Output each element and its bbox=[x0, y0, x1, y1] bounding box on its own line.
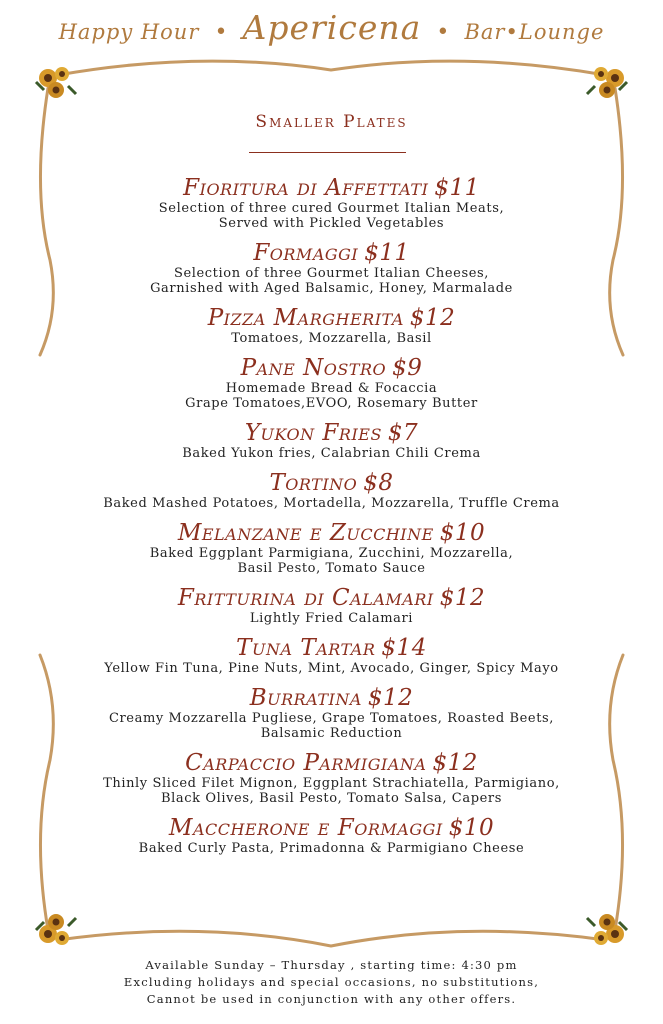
menu-item-price: $10 bbox=[448, 815, 495, 841]
menu-item-name: Melanzane e Zucchine bbox=[177, 520, 434, 546]
sunflower-bouquet-icon bbox=[587, 914, 627, 945]
menu-item-title bbox=[40, 421, 623, 446]
menu-item-description: Black Olives, Basil Pesto, Tomato Salsa, Capers bbox=[160, 791, 502, 806]
frame-top-border bbox=[58, 61, 605, 75]
menu-item bbox=[40, 586, 623, 626]
menu-item-price: $12 bbox=[432, 750, 478, 776]
menu-item-description: Yellow Fin Tuna, Pine Nuts, Mint, Avocado, Ginger, Spicy Mayo bbox=[104, 661, 559, 676]
menu-item bbox=[40, 816, 623, 856]
menu-item-title bbox=[40, 816, 623, 841]
menu-item-name: Pane Nostro bbox=[240, 355, 387, 381]
menu-item bbox=[40, 421, 623, 461]
menu-item-title bbox=[40, 521, 623, 546]
menu-item-description: Garnished with Aged Balsamic, Honey, Marmalade bbox=[150, 281, 513, 296]
menu-item-title bbox=[40, 636, 623, 661]
menu-item-price: $8 bbox=[363, 470, 394, 496]
menu-item bbox=[40, 356, 623, 411]
frame-bottom-border bbox=[58, 931, 605, 946]
menu-item-name: Tortino bbox=[269, 470, 358, 496]
section-divider bbox=[249, 152, 406, 153]
menu-item-name: Fioritura di Affettati bbox=[183, 175, 429, 201]
menu-item bbox=[40, 306, 623, 346]
menu-item-name: Fritturina di Calamari bbox=[177, 585, 434, 611]
header-happy-hour: Happy Hour bbox=[58, 20, 200, 44]
menu-item-price: $10 bbox=[439, 520, 486, 546]
footer-line: Cannot be used in conjunction with any other offers. bbox=[146, 992, 517, 1006]
menu-item-name: Carpaccio Parmigiana bbox=[185, 750, 427, 776]
header-separator: • bbox=[436, 20, 450, 45]
menu-item-description: Baked Curly Pasta, Primadonna & Parmigiano Cheese bbox=[138, 841, 525, 856]
menu-item bbox=[40, 636, 623, 676]
menu-item-price: $9 bbox=[392, 355, 423, 381]
menu-item-description: Balsamic Reduction bbox=[260, 726, 403, 741]
header-separator: • bbox=[214, 20, 228, 45]
header-lounge: Lounge bbox=[518, 20, 605, 44]
menu-item-name: Pizza Margherita bbox=[207, 305, 404, 331]
menu-item-description: Selection of three Gourmet Italian Cheeses, bbox=[173, 266, 490, 281]
menu-item-price: $11 bbox=[364, 240, 410, 266]
menu-item-title bbox=[40, 471, 623, 496]
menu-item-description: Baked Yukon fries, Calabrian Chili Crema bbox=[182, 446, 481, 461]
menu-item-name: Formaggi bbox=[253, 240, 359, 266]
menu-item-name: Maccherone e Formaggi bbox=[168, 815, 443, 841]
menu-item-name: Tuna Tartar bbox=[236, 635, 376, 661]
menu-item bbox=[40, 521, 623, 576]
footer-line: Excluding holidays and special occasions, no substitutions, bbox=[123, 975, 540, 989]
header-bar: Bar bbox=[464, 20, 506, 44]
menu-item bbox=[40, 471, 623, 511]
menu-item-price: $12 bbox=[439, 585, 486, 611]
menu-item bbox=[40, 241, 623, 296]
menu-item-title bbox=[40, 176, 623, 201]
menu-item-title bbox=[40, 356, 623, 381]
footer-line: Available Sunday – Thursday , starting time: 4:30 pm bbox=[145, 958, 518, 972]
menu-item bbox=[40, 751, 623, 806]
menu-item-title bbox=[40, 586, 623, 611]
menu-item-title bbox=[40, 751, 623, 776]
menu-item-title bbox=[40, 686, 623, 711]
menu-item-description: Served with Pickled Vegetables bbox=[218, 216, 445, 231]
menu-item-price: $12 bbox=[367, 685, 414, 711]
menu-item-description: Baked Mashed Potatoes, Mortadella, Mozzarella, Truffle Crema bbox=[103, 496, 560, 511]
menu-item-name: Burratina bbox=[249, 685, 362, 711]
menu-item-description: Grape Tomatoes,EVOO, Rosemary Butter bbox=[185, 396, 478, 411]
menu-item-description: Basil Pesto, Tomato Sauce bbox=[237, 561, 426, 576]
section-title: Smaller Plates bbox=[255, 112, 408, 132]
menu-item-price: $11 bbox=[434, 175, 480, 201]
menu-item-description: Selection of three cured Gourmet Italian Meats, bbox=[158, 201, 505, 216]
header-apericena: Apericena bbox=[242, 8, 422, 47]
menu-item-title bbox=[40, 306, 623, 331]
header-separator: • bbox=[505, 20, 519, 44]
menu-items-list bbox=[40, 176, 623, 866]
menu-item-price: $14 bbox=[381, 635, 427, 661]
menu-item-description: Tomatoes, Mozzarella, Basil bbox=[231, 331, 432, 346]
menu-item-description: Homemade Bread & Focaccia bbox=[225, 381, 438, 396]
menu-item-description: Creamy Mozzarella Pugliese, Grape Tomatoes, Roasted Beets, bbox=[108, 711, 555, 726]
menu-item-title bbox=[40, 241, 623, 266]
menu-item bbox=[40, 686, 623, 741]
menu-item-description: Baked Eggplant Parmigiana, Zucchini, Mozzarella, bbox=[149, 546, 514, 561]
sunflower-bouquet-icon bbox=[36, 914, 76, 945]
menu-item-price: $7 bbox=[387, 420, 419, 446]
menu-item-description: Lightly Fried Calamari bbox=[249, 611, 414, 626]
menu-item bbox=[40, 176, 623, 231]
menu-item-price: $12 bbox=[409, 305, 456, 331]
menu-item-name: Yukon Fries bbox=[244, 420, 382, 446]
footer-notes bbox=[0, 957, 663, 1008]
menu-item-description: Thinly Sliced Filet Mignon, Eggplant Strachiatella, Parmigiano, bbox=[103, 776, 560, 791]
